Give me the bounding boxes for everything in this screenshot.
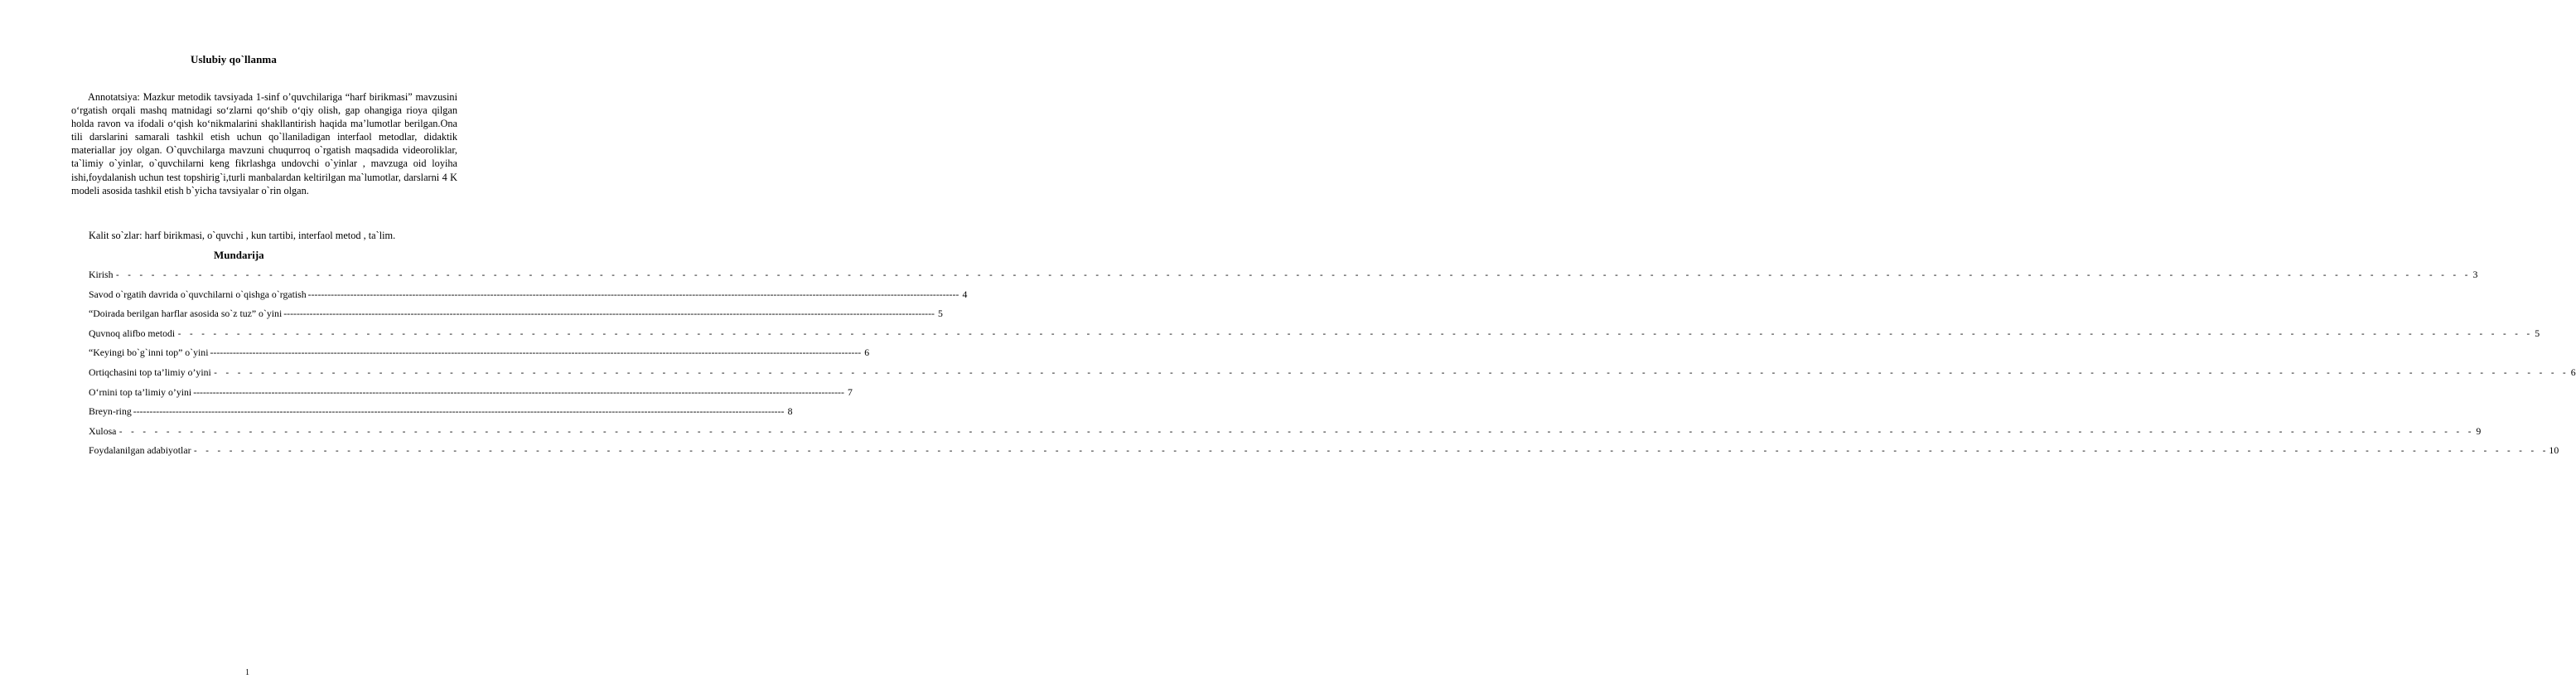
- toc-entry[interactable]: [89, 269, 2478, 288]
- toc-entry-page: 9: [2476, 424, 2482, 437]
- toc-entry-title: Savod o`rgatih davrida o`quvchilarni o`qishga o`rgatish: [89, 288, 307, 300]
- toc-entry-title: Ortiqchasini top ta’limiy o’yini: [89, 366, 211, 378]
- toc-entry-page: 7: [847, 385, 853, 398]
- toc-entry-page: 6: [2570, 366, 2576, 378]
- toc-entry[interactable]: [89, 366, 2576, 386]
- toc-entry-title: Foydalanilgan adabiyotlar: [89, 444, 191, 457]
- toc-dot-leader: --------------------------------------------------------------------------------------------------------------------------------------------------------------------------------------------------------: [283, 308, 935, 320]
- toc-entry-title: “Doirada berilgan harflar asosida so`z tuz” o`yini: [89, 308, 283, 320]
- toc-dot-leader: - - - - - - - - - - - - - - - - - - - - - - - - - - - - - - - - - - - - - - - - - - - - - - - - - - - - - - - - - - - - - - - - - - - - - - - - - - - - - - - - - - - - - - - - - - - - - - - - - - - - - - - - - - - - - - - - - - - - - - - - - - - - - - - - - - - - - - - - - - - - - - - - - - - - - - - - - - - - - - - - - - - - - - - - - - - - - - - - - - - - - - - - - - - - - - - - - - - - - - - -: [212, 366, 2568, 378]
- page-title: Uslubiy qo`llanma: [191, 53, 277, 65]
- abstract-paragraph: Annotatsiya: Mazkur metodik tavsiyada 1-sinf o’quvchilariga “harf birikmasi” mavzusini o‘rgatish orqali mashq matnidagi so‘zlarni qo‘shib o‘qiy olish, gap ohangiga rioya qilgan holda ravon va ifodali o‘qish ko‘nikmalarini shakllantirish haqida ma’lumotlar berilgan.Ona tili darslarini samarali tashkil etish uchun qo`llaniladigan interfaol metodlar, didaktik materiallar joy olgan. O`quvchilarga mavzuni chuqurroq o`rgatish maqsadida videoroliklar, ta`limiy o`yinlar, o`quvchilarni keng fikrlashga undovchi o`yinlar , mavzuga oid loyiha ishi,foydalanish uchun test topshirig`i,turli manbalardan keltirilgan ma`lumotlar, darslarni 4 K modeli asosida tashkil etish b`yicha tavsiyalar o`rin olgan.: [71, 91, 457, 196]
- toc-dot-leader: - - - - - - - - - - - - - - - - - - - - - - - - - - - - - - - - - - - - - - - - - - - - - - - - - - - - - - - - - - - - - - - - - - - - - - - - - - - - - - - - - - - - - - - - - - - - - - - - - - - - - - - - - - - - - - - - - - - - - - - - - - - - - - - - - - - - - - - - - - - - - - - - - - - - - - - - - - - - - - - - - - - - - - - - - - - - - - - - - - - - - - - - - - - - - - - - - - - - - - - -: [176, 327, 2532, 339]
- toc-entry-page: 6: [864, 347, 870, 359]
- toc-entry-page: 3: [2472, 269, 2478, 280]
- toc-entry-page: 5: [938, 308, 943, 320]
- toc-entry[interactable]: [89, 327, 2540, 347]
- toc-dot-leader: --------------------------------------------------------------------------------------------------------------------------------------------------------------------------------------------------------: [210, 347, 862, 359]
- toc-dot-leader: --------------------------------------------------------------------------------------------------------------------------------------------------------------------------------------------------------: [133, 405, 785, 418]
- toc-entry[interactable]: [89, 288, 968, 308]
- toc-entry[interactable]: [89, 405, 793, 425]
- toc-entry[interactable]: [89, 347, 870, 366]
- toc-entry[interactable]: [89, 424, 2482, 445]
- toc-dot-leader: - - - - - - - - - - - - - - - - - - - - - - - - - - - - - - - - - - - - - - - - - - - - - - - - - - - - - - - - - - - - - - - - - - - - - - - - - - - - - - - - - - - - - - - - - - - - - - - - - - - - - - - - - - - - - - - - - - - - - - - - - - - - - - - - - - - - - - - - - - - - - - - - - - - - - - - - - - - - - - - - - - - - - - - - - - - - - - - - - - - - - - - - - - - - - - - - - - - - - - - -: [114, 269, 2470, 280]
- toc-entry-title: Quvnoq alifbo metodi: [89, 327, 176, 339]
- toc-entry[interactable]: [89, 308, 943, 327]
- toc-entry-page: 10: [2549, 444, 2559, 457]
- toc-heading: Mundarija: [214, 249, 264, 261]
- toc-entry-title: O‘rnini top ta’limiy o’yini: [89, 385, 192, 398]
- toc-dot-leader: --------------------------------------------------------------------------------------------------------------------------------------------------------------------------------------------------------: [193, 385, 844, 398]
- toc-entry-page: 4: [962, 288, 968, 300]
- page-number: 1: [245, 668, 249, 677]
- toc-entry-page: 5: [2535, 327, 2540, 339]
- toc-entry-title: Breyn-ring: [89, 405, 132, 418]
- toc-dot-leader: - - - - - - - - - - - - - - - - - - - - - - - - - - - - - - - - - - - - - - - - - - - - - - - - - - - - - - - - - - - - - - - - - - - - - - - - - - - - - - - - - - - - - - - - - - - - - - - - - - - - - - - - - - - - - - - - - - - - - - - - - - - - - - - - - - - - - - - - - - - - - - - - - - - - - - - - - - - - - - - - - - - - - - - - - - - - - - - - - - - - - - - - - - - - - - - - - - - - - - - -: [118, 425, 2473, 437]
- toc-entry-title: Kirish: [89, 269, 114, 280]
- toc-dot-leader: --------------------------------------------------------------------------------------------------------------------------------------------------------------------------------------------------------: [307, 288, 959, 300]
- keywords-line: Kalit so`zlar: harf birikmasi, o`quvchi , kun tartibi, interfaol metod , ta`lim.: [89, 230, 396, 241]
- toc-dot-leader: - - - - - - - - - - - - - - - - - - - - - - - - - - - - - - - - - - - - - - - - - - - - - - - - - - - - - - - - - - - - - - - - - - - - - - - - - - - - - - - - - - - - - - - - - - - - - - - - - - - - - - - - - - - - - - - - - - - - - - - - - - - - - - - - - - - - - - - - - - - - - - - - - - - - - - - - - - - - - - - - - - - - - - - - - - - - - - - - - - - - - - - - - - - - - - - - - - - - - - - -: [192, 445, 2548, 457]
- toc-entry-title: Xulosa: [89, 424, 117, 437]
- toc-entry-page: 8: [787, 405, 793, 418]
- table-of-contents: [89, 269, 2576, 464]
- toc-entry[interactable]: [89, 385, 853, 406]
- toc-entry[interactable]: [89, 444, 2559, 464]
- toc-entry-title: “Keyingi bo`g`inni top” o`yini: [89, 347, 209, 359]
